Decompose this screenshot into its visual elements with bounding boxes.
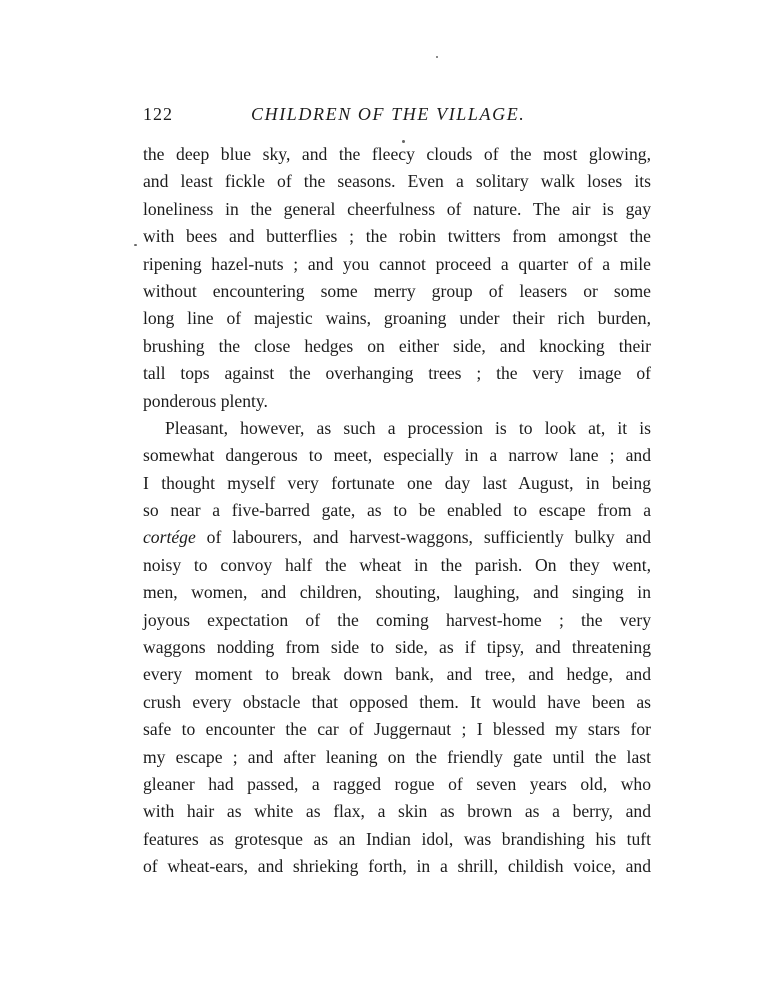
text-line: waggons nodding from side to side, as if tipsy, and threatening <box>143 637 651 658</box>
text-line: cortége of labourers, and harvest-waggons, sufficiently bulky and <box>143 527 651 548</box>
text-line: ponderous plenty. <box>143 390 268 411</box>
text-line: features as grotesque as an Indian idol, was brandishing his tuft <box>143 828 651 849</box>
text-line: men, women, and children, shouting, laughing, and singing in <box>143 582 651 603</box>
text-line: gleaner had passed, a ragged rogue of seven years old, who <box>143 773 651 794</box>
text-line: I thought myself very fortunate one day last August, in being <box>143 472 651 493</box>
text-line: with hair as white as flax, a skin as brown as a berry, and <box>143 801 651 822</box>
italic-word: cortége <box>143 527 196 548</box>
text-line: long line of majestic wains, groaning under their rich burden, <box>143 308 651 329</box>
text-line: with bees and butterflies ; the robin twitters from amongst the <box>143 226 651 247</box>
text-line: the deep blue sky, and the fleecy clouds of the most glowing, <box>143 144 651 164</box>
text-line: joyous expectation of the coming harvest-home ; the very <box>143 609 651 630</box>
text-line: every moment to break down bank, and tree, and hedge, and <box>143 664 651 685</box>
running-title: CHILDREN OF THE VILLAGE. <box>251 104 526 124</box>
text-line: crush every obstacle that opposed them. It would have been as <box>143 691 651 712</box>
page-number: 122 <box>143 104 173 124</box>
text-line: somewhat dangerous to meet, especially in a narrow lane ; and <box>143 445 651 466</box>
print-speck <box>402 140 405 143</box>
body-text <box>143 141 651 881</box>
running-header <box>143 104 651 130</box>
text-line: ripening hazel-nuts ; and you cannot proceed a quarter of a mile <box>143 253 651 274</box>
text-line: without encountering some merry group of leasers or some <box>143 280 651 301</box>
text-line: loneliness in the general cheerfulness of nature. The air is gay <box>143 198 651 219</box>
text-line: my escape ; and after leaning on the friendly gate until the last <box>143 746 651 767</box>
text-line: so near a five-barred gate, as to be enabled to escape from a <box>143 500 651 521</box>
text-line: and least fickle of the seasons. Even a solitary walk loses its <box>143 171 651 192</box>
text-line: Pleasant, however, as such a procession is to look at, it is <box>165 417 651 438</box>
text-line: noisy to convoy half the wheat in the parish. On they went, <box>143 554 651 575</box>
text-line: brushing the close hedges on either side, and knocking their <box>143 335 651 356</box>
print-speck <box>134 244 137 246</box>
text-line: tall tops against the overhanging trees ; the very image of <box>143 363 651 384</box>
text-line: safe to encounter the car of Juggernaut ; I blessed my stars for <box>143 719 651 740</box>
print-speck <box>436 56 438 58</box>
text-line: of wheat-ears, and shrieking forth, in a shrill, childish voice, and <box>143 856 651 877</box>
